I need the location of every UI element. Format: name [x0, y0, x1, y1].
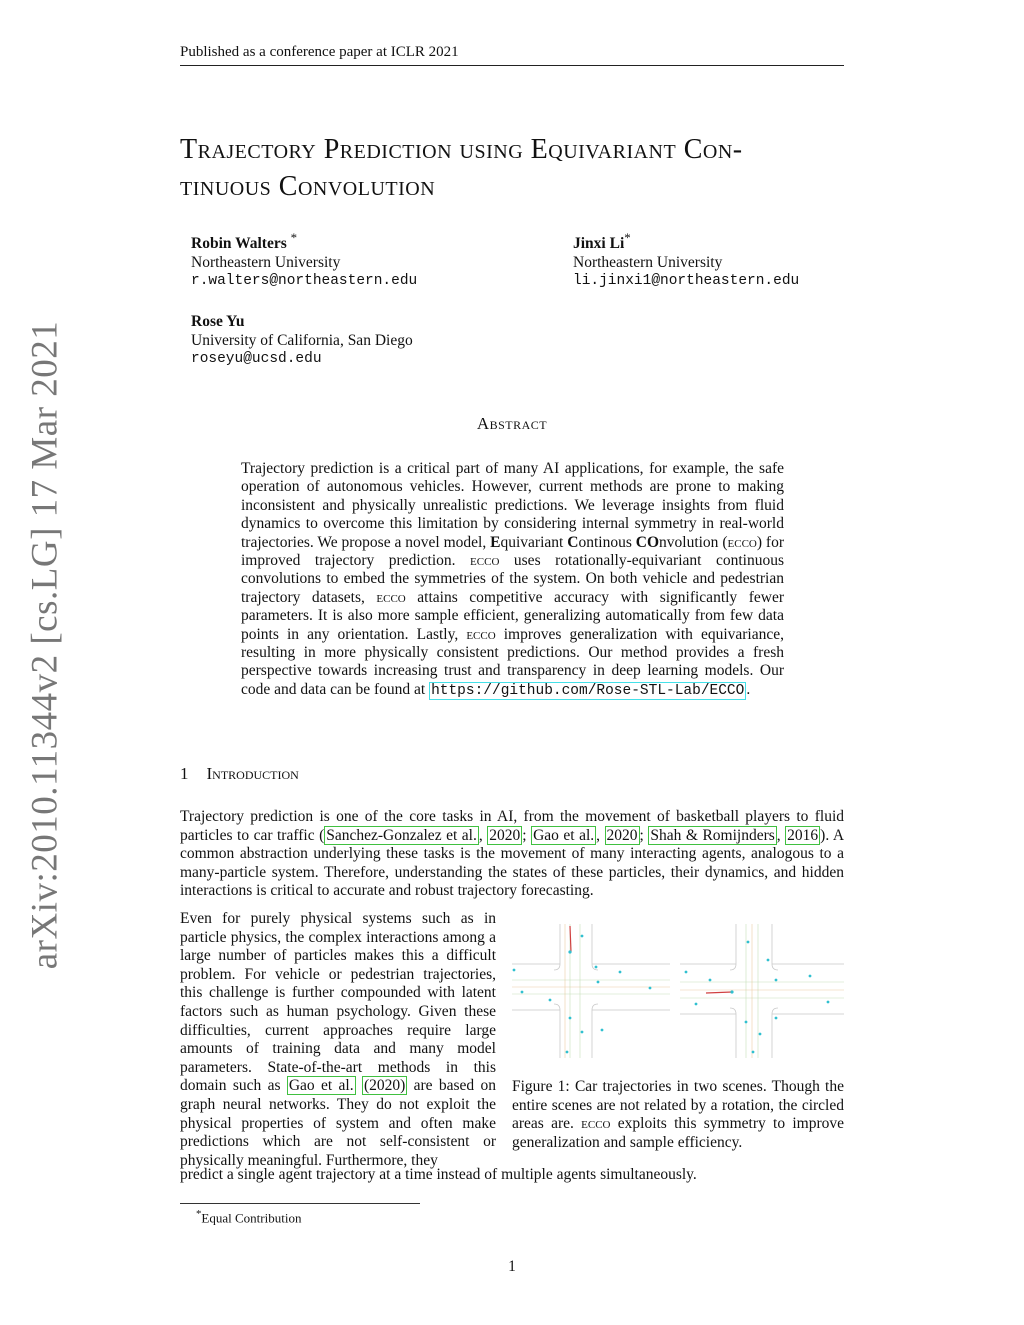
citation-link[interactable]: Gao et al. [533, 826, 595, 844]
title-line-2: tinuous Convolution [180, 171, 436, 202]
abstract-text: nvolution ( [659, 533, 728, 551]
code-link[interactable]: https://github.com/Rose-STL-Lab/ECCO [431, 682, 745, 699]
author-block-li [573, 228, 799, 291]
citation-link[interactable]: 2020 [606, 826, 638, 844]
ecco-name: ecco [727, 533, 757, 551]
author-mark: * [624, 230, 631, 245]
citation-link[interactable]: 2020 [489, 826, 521, 844]
section-title: Introduction [206, 764, 299, 783]
citation-link[interactable]: Shah & Romijnders [650, 826, 775, 844]
scene-1 [512, 924, 670, 1058]
figure-1-caption [512, 1078, 844, 1152]
paragraph-text: , [776, 826, 786, 844]
paragraph-text: ). A common abstraction underlying these tasks is the movement of many interacting agents, analogous to a many-particle system. Therefore, understanding the states of these particles, their dynamics, and hidden interactions is critical to accurate and robust trajectory forecasting. [180, 826, 845, 900]
ecco-name: ecco [376, 588, 406, 606]
citation-link[interactable]: Sanchez-Gonzalez et al. [326, 826, 477, 844]
author-affiliation: Northeastern University [573, 254, 723, 272]
caption-text: Figure 1: Car trajectories in two scenes. Though the entire scenes are not related by a rotation, the circled areas are. [512, 1078, 844, 1133]
author-block-yu [191, 312, 413, 369]
author-affiliation: University of California, San Diego [191, 332, 413, 349]
footnote-rule [180, 1203, 420, 1204]
paragraph-text: Trajectory prediction is one of the core tasks in AI, from the movement of basketball players to fluid particles to car traffic ( [180, 808, 844, 844]
paragraph-text: , [478, 826, 488, 844]
abstract-text: C [567, 533, 579, 551]
abstract-heading: Abstract [476, 414, 548, 433]
abstract-text: E [490, 533, 501, 551]
author-email[interactable]: roseyu@ucsd.edu [191, 351, 322, 367]
paragraph-text: Even for purely physical systems such as in particle physics, the complex interactions among a large number of particles makes this a difficult problem. For vehicle or pedestrian trajectories, this challenge is further compounded with latent factors such as human psychology. Given these difficulties, current approaches require large amounts of training data and many model parameters. State-of-the-art methods in this domain such as [180, 910, 496, 1095]
ecco-name: ecco [581, 1115, 611, 1133]
abstract-text: . [746, 680, 751, 698]
page-number: 1 [508, 1258, 516, 1275]
paragraph-text [356, 1077, 362, 1094]
abstract-text: CO [635, 533, 660, 551]
author-name: Rose Yu [191, 313, 245, 330]
footnote-text: Equal Contribution [201, 1210, 302, 1226]
arxiv-stamp[interactable]: arXiv:2010.11344v2 [cs.LG] 17 Mar 2021 [24, 320, 66, 970]
section-heading [180, 764, 299, 784]
abstract-text: quivariant [500, 533, 568, 551]
citation-link[interactable]: (2020) [363, 1077, 406, 1095]
scene-2 [680, 924, 844, 1058]
author-name: Jinxi Li [573, 235, 625, 253]
intro-paragraph-2-end: predict a single agent trajectory at a time instead of multiple agents simultaneously. [180, 1166, 697, 1183]
paragraph-text: are based on graph neural networks. They do not exploit the physical properties of system and often make predictions which are not self-consistent or physically meaningful. Furthermore, they [180, 1077, 496, 1169]
section-number: 1 [180, 764, 189, 783]
footnote [196, 1208, 301, 1226]
figure-1-trajectory-scenes [510, 922, 844, 1060]
abstract-text: ontinous [578, 533, 632, 551]
title-line-1: Trajectory Prediction using Equivariant Con- [180, 134, 743, 165]
abstract-body [241, 460, 784, 700]
running-header: Published as a conference paper at ICLR 2021 [180, 44, 844, 66]
author-email[interactable]: li.jinxi1@northeastern.edu [573, 273, 800, 290]
paper-title [180, 131, 860, 205]
citation-link[interactable]: Gao et al. [288, 1077, 354, 1095]
author-affiliation: Northeastern University [191, 254, 341, 272]
intro-paragraph-1 [180, 808, 844, 901]
paragraph-text: ; [639, 826, 649, 844]
abstract-text: improves generalization with equivariance, resulting in more physically consistent predictions. Our method provides a fresh perspective towards increasing trust and transparency in deep learning models. Our code and data can be found at [241, 625, 785, 698]
intro-paragraph-2 [180, 910, 496, 1170]
abstract-text: ) for improved trajectory prediction. [241, 533, 784, 570]
caption-text: exploits this symmetry to improve generalization and sample efficiency. [512, 1115, 844, 1151]
paragraph-text: , [596, 826, 605, 844]
paragraph-text: ; [522, 826, 532, 844]
ecco-name: ecco [466, 625, 496, 643]
citation-link[interactable]: 2016 [787, 826, 819, 844]
abstract-text: Trajectory prediction is a critical part of many AI applications, for example, the safe operation of autonomous vehicles. However, current methods are prone to making inconsistent and physically unrealistic predictions. We leverage insights from fluid dynamics to overcome this limitation by considering internal symmetry in real-world trajectories. We propose a novel model, [241, 460, 784, 551]
author-email[interactable]: r.walters@northeastern.edu [191, 273, 418, 290]
author-mark: * [290, 230, 298, 245]
ecco-name: ecco [470, 552, 500, 570]
abstract-text: uses rotationally-equivariant continuous convolutions to embed the symmetries of the system. On both vehicle and pedestrian trajectory datasets, [241, 552, 784, 606]
author-name: Robin Walters [191, 235, 287, 253]
abstract-text: attains competitive accuracy with significantly fewer parameters. It is also more sample efficient, generalizing automatically from few data points in any orientation. Lastly, [241, 588, 784, 643]
footnote-mark: * [196, 1208, 202, 1220]
author-block-walters [191, 228, 417, 291]
